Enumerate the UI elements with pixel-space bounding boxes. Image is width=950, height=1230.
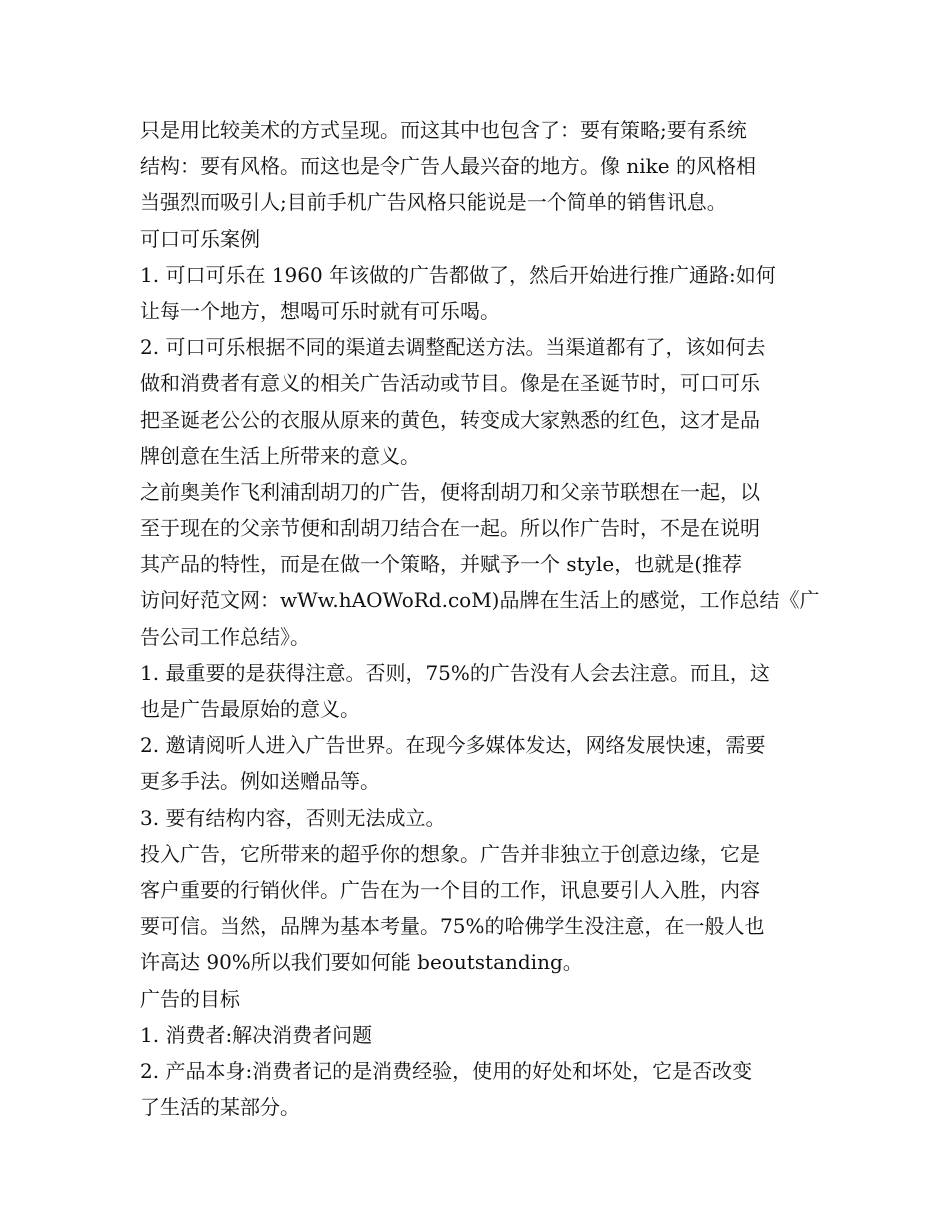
text-line: 访问好范文网：wWw.hAOWoRd.coM)品牌在生活上的感觉，工作总结《广 [140,588,820,613]
text-line: 客户重要的行销伙伴。广告在为一个目的工作，讯息要引人入胜，内容 [140,877,760,902]
text-line: 要可信。当然，品牌为基本考量。75%的哈佛学生没注意，在一般人也 [140,914,765,939]
document-body [140,112,820,1125]
section-heading-ad-goals: 广告的目标 [140,986,240,1011]
text-line: 牌创意在生活上所带来的意义。 [140,443,420,468]
text-line: 2. 产品本身:消费者记的是消费经验，使用的好处和坏处，它是否改变 [140,1058,753,1083]
text-line: 告公司工作总结》。 [140,624,310,649]
text-line: 了生活的某部分。 [140,1095,300,1120]
section-heading-coca-cola-case: 可口可乐案例 [140,226,260,251]
text-line: 只是用比较美术的方式呈现。而这其中也包含了：要有策略;要有系统 [140,118,747,142]
text-line: 至于现在的父亲节便和刮胡刀结合在一起。所以作广告时，不是在说明 [140,516,760,541]
text-line: 更多手法。例如送赠品等。 [140,769,380,794]
text-line: 许高达 90%所以我们要如何能 beoutstanding。 [140,950,583,975]
text-line: 结构：要有风格。而这也是令广告人最兴奋的地方。像 nike 的风格相 [140,154,756,179]
text-line: 投入广告，它所带来的超乎你的想象。广告并非独立于创意边缘，它是 [140,841,760,866]
text-line: 之前奥美作飞利浦刮胡刀的广告，便将刮胡刀和父亲节联想在一起，以 [140,479,760,504]
text-line: 1. 消费者:解决消费者问题 [140,1022,373,1047]
text-line: 2. 可口可乐根据不同的渠道去调整配送方法。当渠道都有了，该如何去 [140,335,766,360]
text-line: 1. 最重要的是获得注意。否则，75%的广告没有人会去注意。而且，这 [140,660,770,685]
text-line: 让每一个地方，想喝可乐时就有可乐喝。 [140,298,500,323]
text-line: 1. 可口可乐在 1960 年该做的广告都做了，然后开始进行推广通路:如何 [140,262,776,287]
text-line: 当强烈而吸引人;目前手机广告风格只能说是一个简单的销售讯息。 [140,190,727,215]
text-line: 把圣诞老公公的衣服从原来的黄色，转变成大家熟悉的红色，这才是品 [140,407,760,432]
text-line: 其产品的特性，而是在做一个策略，并赋予一个 style，也就是(推荐 [140,552,742,577]
text-line: 2. 邀请阅听人进入广告世界。在现今多媒体发达，网络发展快速，需要 [140,733,766,758]
text-line: 3. 要有结构内容，否则无法成立。 [140,805,446,830]
text-line: 也是广告最原始的意义。 [140,697,360,721]
text-line: 做和消费者有意义的相关广告活动或节目。像是在圣诞节时，可口可乐 [140,371,760,396]
